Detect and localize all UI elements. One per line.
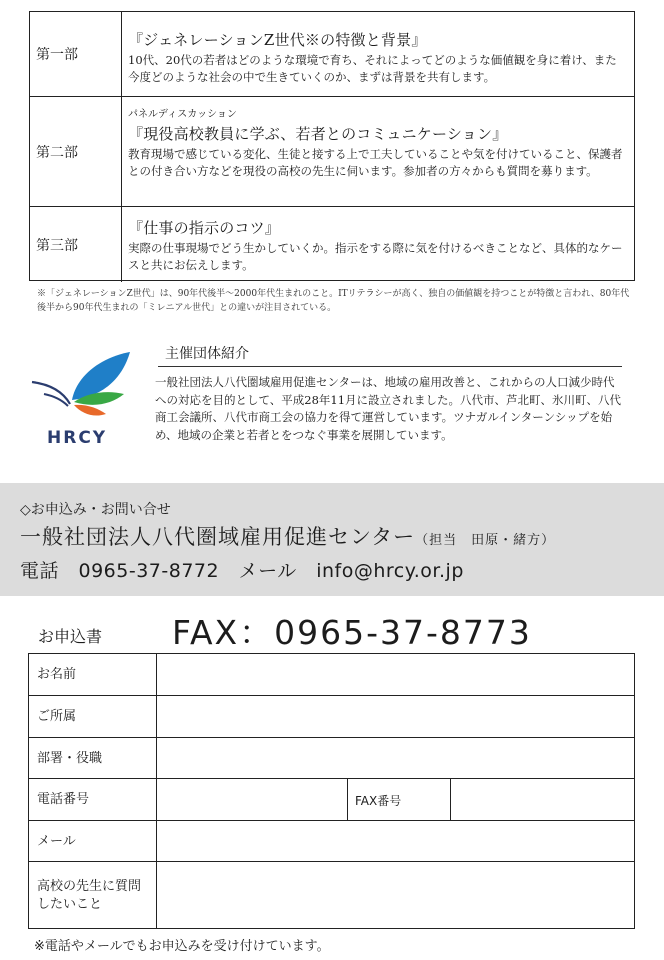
form-row-mail (29, 820, 634, 862)
program-desc-1: 10代、20代の若者はどのような環境で育ち、それによってどのような価値観を身に着け、また今度どのような社会の中で生きていくのか、まずは背景を共有します。 (128, 53, 617, 84)
program-title-2: 『現役高校教員に学ぶ、若者とのコミュニケーション』 (128, 125, 508, 143)
form-row-dept (29, 737, 634, 779)
dept-field[interactable] (157, 738, 634, 779)
contact-band (0, 483, 664, 596)
affiliation-field[interactable] (157, 696, 634, 738)
organizer-description: 一般社団法人八代圏域雇用促進センターは、地域の雇用改善と、これからの人口減少時代への対応を目的として、平成28年11月に設立されました。八代市、芦北町、氷川町、八代商工会議所、八代市商工会の協力を得て運営しています。ツナガルインターンシップを始め、地域の企業と若者とをつなぐ事業を展開しています。 (155, 375, 622, 442)
program-label-2: 第二部 (30, 97, 122, 207)
program-row-3 (30, 206, 634, 282)
program-title-3: 『仕事の指示のコツ』 (128, 219, 281, 237)
program-label-3: 第三部 (30, 207, 122, 282)
affiliation-label: ご所属 (37, 709, 77, 724)
program-desc-3: 実際の仕事現場でどう生かしていくか。指示をする際に気を付けるべきことなど、具体的なケースと共にお伝えします。 (128, 241, 623, 272)
application-form-table (28, 653, 635, 929)
tel-label: 電話番号 (37, 792, 90, 807)
mail-label: メール (37, 833, 76, 849)
contact-label: ◇お申込み・お問い合せ (20, 502, 171, 518)
contact-person: （担当 田原・緒方） (415, 533, 556, 548)
contact-organization: 一般社団法人八代圏域雇用促進センター (20, 525, 416, 549)
fax-number: FAX：0965-37-8773 (172, 613, 532, 652)
form-row-affiliation (29, 695, 634, 738)
form-note: ※電話やメールでもお申込みを受け付けています。 (34, 939, 330, 954)
hrcy-butterfly-logo (28, 350, 138, 430)
program-label-1: 第一部 (30, 12, 122, 96)
application-form-title: お申込書 (38, 627, 103, 646)
logo-antenna (32, 382, 70, 404)
form-row-name (29, 654, 634, 695)
generation-z-footnote: ※「ジェネレーションZ世代」は、90年代後半〜2000年代生まれのこと。ITリテラシーが高く、独自の価値観を持つことが特徴と言われ、80年代後半から90年代生まれの「ミレニアル世代」との違いが注目されている。 (37, 289, 630, 313)
contact-phone-email: 電話 0965-37-8772 メール info@hrcy.or.jp (20, 560, 464, 582)
logo-orange-wing (74, 405, 106, 416)
question-label: 高校の先生に質問したいこと (37, 878, 142, 912)
name-label: お名前 (37, 666, 77, 682)
fax-field[interactable] (451, 779, 634, 821)
dept-label: 部署・役職 (37, 750, 103, 766)
program-title-1: 『ジェネレーションZ世代※の特徴と背景』 (128, 31, 427, 49)
program-row-2 (30, 96, 634, 207)
hrcy-logo-text: HRCY (47, 428, 108, 448)
program-table (29, 11, 635, 281)
program-row-1 (30, 12, 634, 96)
organizer-title: 主催団体紹介 (165, 346, 249, 362)
organizer-divider (158, 366, 622, 367)
form-row-question (29, 861, 634, 929)
question-field[interactable] (157, 862, 634, 929)
form-row-phone (29, 778, 634, 821)
program-desc-2: 教育現場で感じている変化、生徒と接する上で工夫していることや気を付けていること、保護者との付き合い方などを現役の高校の先生に伺います。参加者の方々からも質問を募ります。 (128, 147, 623, 178)
program-subtitle-2: パネルディスカッション (128, 109, 237, 120)
name-field[interactable] (157, 654, 634, 695)
tel-field[interactable] (157, 779, 347, 821)
mail-field[interactable] (157, 821, 634, 862)
fax-label: FAX番号 (355, 793, 402, 808)
